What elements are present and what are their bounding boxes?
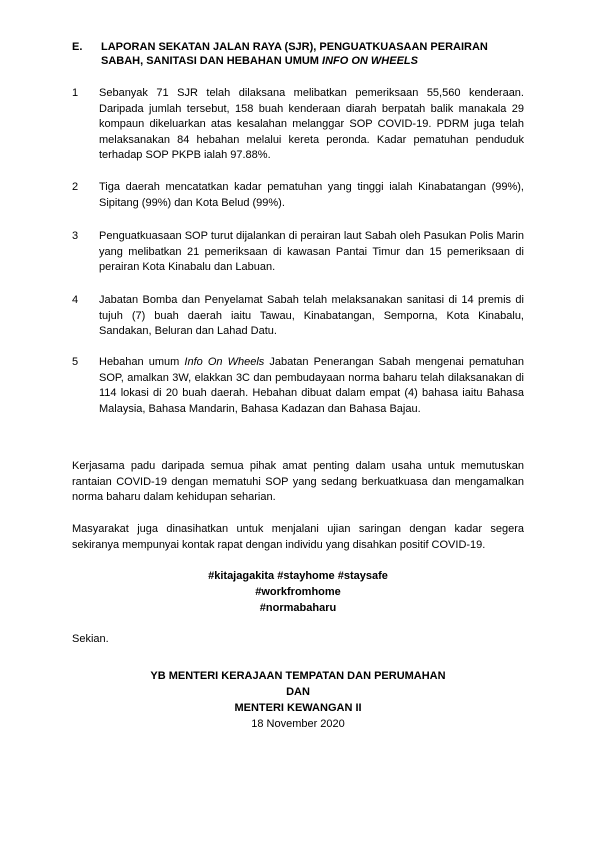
item-number: 3 xyxy=(72,230,79,242)
list-item-2 xyxy=(72,180,524,211)
item-text: Sebanyak 71 SJR telah dilaksana melibatkan pemeriksaan 55,560 kenderaan. Daripada jumlah tersebut, 158 buah kenderaan diarah berpatah balik manakala 29 kompaun dikeluarkan atas kesalahan melanggar SOP COVID-19. PDRM juga telah melaksanakan 84 hebahan melalui kereta peronda. Kadar pematuhan penduduk terhadap SOP PKPB ialah 97.88%. xyxy=(99,87,524,161)
item-number: 4 xyxy=(72,294,79,306)
list-item-4 xyxy=(72,293,524,340)
paragraph-screening: Masyarakat juga dinasihatkan untuk menjalani ujian saringan dengan kadar segera sekiranya mempunyai kontak rapat dengan individu yang disahkan positif COVID-19. xyxy=(72,523,524,551)
item-number: 1 xyxy=(72,87,79,99)
section-title-italic: INFO ON WHEELS xyxy=(322,55,418,67)
signature-date: 18 November 2020 xyxy=(251,718,345,730)
item-text-pre: Hebahan umum xyxy=(99,356,185,368)
signature-line-1: YB MENTERI KERAJAAN TEMPATAN DAN PERUMAHAN xyxy=(150,670,446,682)
item-text-italic: Info On Wheels xyxy=(184,356,265,368)
signature-line-2: DAN xyxy=(286,686,310,698)
list-item-3 xyxy=(72,229,524,276)
list-item-5 xyxy=(72,355,524,417)
item-number: 5 xyxy=(72,356,79,368)
item-text: Penguatkuasaan SOP turut dijalankan di perairan laut Sabah oleh Pasukan Polis Marin yang melibatkan 21 pemeriksaan di kawasan Pantai Timur dan 15 pemeriksaan di perairan Kota Kinabalu dan Labuan. xyxy=(99,230,524,273)
item-text: Jabatan Bomba dan Penyelamat Sabah telah melaksanakan sanitasi di 14 premis di tujuh (7) buah daerah iaitu Tawau, Kinabatangan, Semporna, Kota Kinabalu, Sandakan, Beluran dan Lahad Datu. xyxy=(99,294,524,337)
item-text xyxy=(99,355,524,417)
signature-line-3: MENTERI KEWANGAN II xyxy=(234,702,362,714)
paragraph-cooperation: Kerjasama padu daripada semua pihak amat penting dalam usaha untuk memutuskan rantaian COVID-19 dengan mematuhi SOP yang sedang berkuatkuasa dan mengamalkan norma baharu dalam kehidupan seharian. xyxy=(72,460,524,503)
item-text: Tiga daerah mencatatkan kadar pematuhan yang tinggi ialah Kinabatangan (99%), Sipitang (99%) dan Kota Belud (99%). xyxy=(99,181,524,209)
hashtag-line-2: #workfromhome xyxy=(255,586,341,598)
section-title xyxy=(101,40,531,68)
item-number: 2 xyxy=(72,181,79,193)
item-text-post: Jabatan Penerangan Sabah mengenai pematuhan SOP, amalkan 3W, elakkan 3C dan pembudayaan norma baharu telah dilaksanakan di 114 lokasi di 20 buah daerah. Hebahan dibuat dalam empat (4) bahasa iaitu Bahasa Malaysia, Bahasa Mandarin, Bahasa Kadazan dan Bahasa Bajau. xyxy=(99,356,525,415)
closing-text: Sekian. xyxy=(72,633,109,645)
hashtag-line-1: #kitajagakita #stayhome #staysafe xyxy=(208,570,388,582)
section-letter: E. xyxy=(72,41,83,53)
section-title-text: LAPORAN SEKATAN JALAN RAYA (SJR), PENGUATKUASAAN PERAIRAN SABAH, SANITASI DAN HEBAHAN UMUM xyxy=(101,41,488,67)
hashtag-line-3: #normabaharu xyxy=(259,602,337,614)
list-item-1 xyxy=(72,86,524,164)
